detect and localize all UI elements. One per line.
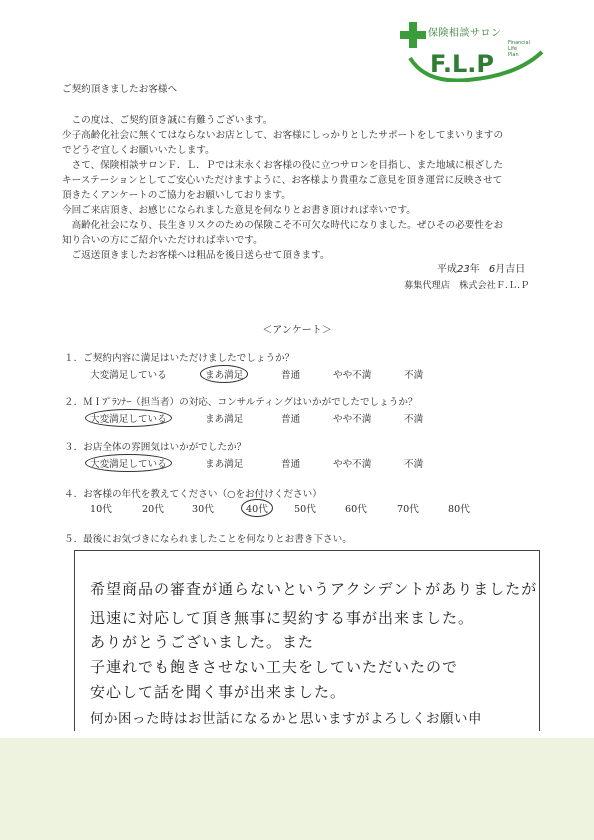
- option-q4-10s[interactable]: 10代: [90, 504, 112, 515]
- handwritten-line: 迅速に対応して頂き無事に契約する事が出来ました。: [90, 609, 475, 627]
- intro-line: 高齢化社会になり、長生きリスクのための保険こそ不可欠な時代になりました。ぜひその必要性をお: [62, 220, 504, 231]
- option-q4-70s[interactable]: 70代: [397, 504, 419, 515]
- greeting: ご契約頂きましたお客様へ: [62, 84, 178, 95]
- intro-line: 少子高齢化社会に無くてはならないお店として、お客様にしっかりとしたサポートをしてまいりますの: [62, 130, 504, 141]
- option-q4-30s[interactable]: 30代: [192, 504, 214, 515]
- intro-line: でどうぞ宜しくお願いいたします。: [62, 145, 215, 156]
- logo-brand: F.L.P: [430, 50, 494, 78]
- option-q3-2[interactable]: まあ満足: [205, 459, 244, 470]
- flp-logo: [398, 18, 548, 82]
- option-q2-5[interactable]: 不満: [404, 414, 424, 425]
- option-q4-60s[interactable]: 60代: [345, 504, 367, 515]
- date-line: 平成23年 6月吉日: [437, 264, 526, 275]
- option-q3-1-selected[interactable]: 大変満足している: [85, 454, 172, 472]
- question-1: １．ご契約内容に満足はいただけましたでしょうか？: [64, 353, 295, 364]
- option-q2-3[interactable]: 普通: [281, 414, 301, 425]
- option-q1-5[interactable]: 不満: [404, 370, 424, 381]
- intro-line: 頂きたくアンケートのご協力をお願いしております。: [62, 190, 291, 201]
- option-q4-20s[interactable]: 20代: [142, 504, 164, 515]
- option-q4-50s[interactable]: 50代: [294, 504, 316, 515]
- question-3: ３．お店全体の雰囲気はいかがでしたか？: [64, 442, 247, 453]
- option-q4-40s-selected[interactable]: 40代: [241, 499, 273, 517]
- question-2: ２．ＭＩﾌﾟﾗﾝﾅｰ（担当者）の対応、コンサルティングはいかがでしたでしょうか？: [64, 397, 418, 408]
- option-q3-4[interactable]: やや不満: [333, 459, 372, 470]
- option-q3-3[interactable]: 普通: [281, 459, 301, 470]
- option-q4-80s[interactable]: 80代: [448, 504, 470, 515]
- option-q1-4[interactable]: やや不満: [333, 370, 372, 381]
- intro-line: この度は、ご契約頂き誠に有難うございます。: [62, 115, 273, 126]
- intro-line: 知り合いの方にご紹介いただければ幸いです。: [62, 235, 263, 246]
- logo-subtext: Financial Life Plan: [508, 40, 530, 58]
- handwritten-line: 何か困った時はお世話になるかと思いますがよろしくお願い申: [90, 711, 482, 727]
- agency-name: 募集代理店 株式会社Ｆ.Ｌ.Ｐ: [404, 280, 530, 291]
- handwritten-line: ありがとうございました。また: [90, 633, 315, 651]
- option-q3-5[interactable]: 不満: [404, 459, 424, 470]
- question-4: ４．お客様の年代を教えてください（○をお付けください）: [64, 489, 322, 500]
- option-q2-2[interactable]: まあ満足: [205, 414, 244, 425]
- survey-title: ＜アンケート＞: [262, 325, 332, 336]
- handwritten-line: 子連れでも飽きさせない工夫をしていただいたので: [90, 658, 459, 676]
- option-q1-2-selected[interactable]: まあ満足: [200, 365, 248, 383]
- handwritten-line: 安心して話を聞く事が出来ました。: [90, 683, 347, 701]
- option-q1-3[interactable]: 普通: [281, 370, 301, 381]
- option-q2-4[interactable]: やや不満: [333, 414, 372, 425]
- logo-tagline: 保険相談サロン: [428, 28, 502, 39]
- option-q2-1-selected[interactable]: 大変満足している: [85, 409, 172, 427]
- intro-line: ご返送頂きましたお客様へは粗品を後日送らせて頂きます。: [62, 250, 330, 261]
- question-5: ５．最後にお気づきになられましたことを何なりとお書き下さい。: [64, 534, 352, 545]
- intro-line: キーステーションとしてご安心いただけますように、お客様より貴重なご意見を頂き運営に反映させて: [62, 175, 503, 186]
- option-q1-1[interactable]: 大変満足している: [90, 370, 167, 381]
- intro-line: さて、保険相談サロンＦ．Ｌ．Ｐでは末永くお客様の役に立つサロンを目指し、また地域に根ざした: [62, 160, 504, 171]
- handwritten-line: 希望商品の審査が通らないというアクシデントがありましたが: [90, 580, 538, 598]
- intro-text: [62, 113, 503, 263]
- intro-line: 今回ご来店頂き、お感じになられました意見を何なりとお書き頂ければ幸いです。: [62, 205, 416, 216]
